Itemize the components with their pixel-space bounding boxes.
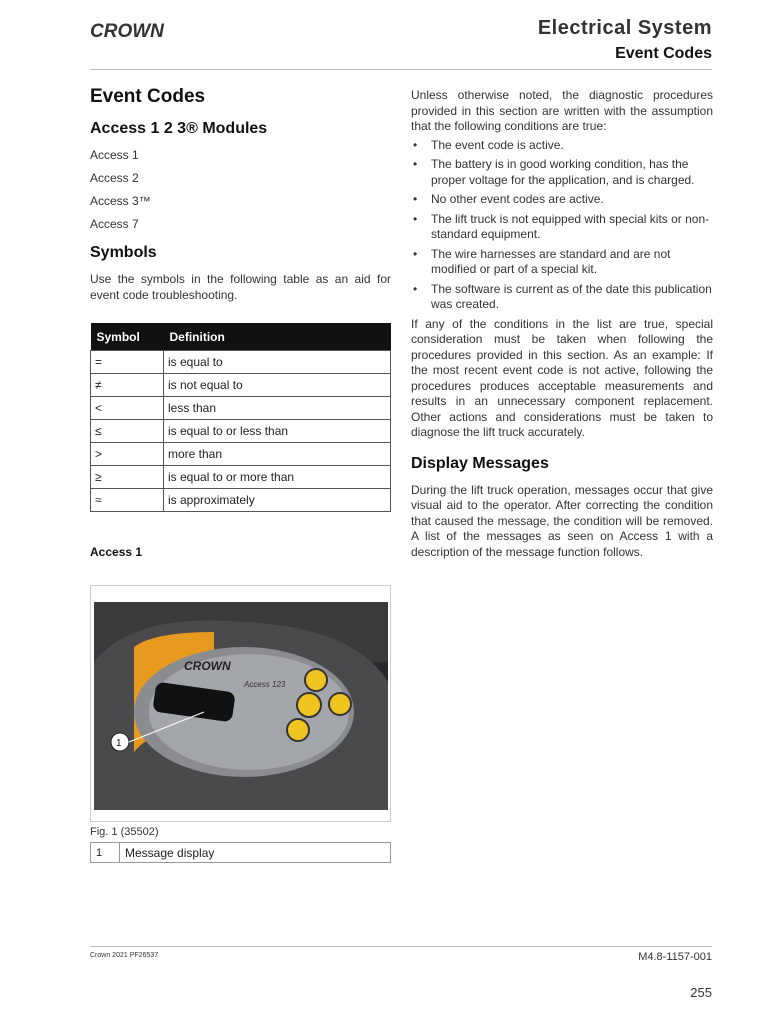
list-item: • The lift truck is not equipped with special kits or non-standard equipment.	[413, 211, 710, 241]
conditions-list	[411, 138, 713, 313]
definition-cell: is equal to or more than	[164, 466, 391, 489]
module-item: Access 3™	[90, 194, 151, 208]
symbol-cell: <	[91, 397, 164, 420]
display-messages-paragraph: During the lift truck operation, messages occur that give visual aid to the operator. After correcting the condition that caused the message, the condition will be removed. A list of the messages as seen on Access 1 with a description of the message function follows.	[411, 482, 713, 559]
table-header-row	[91, 323, 391, 351]
figure-callout: 1	[116, 738, 122, 749]
column-header-symbol: Symbol	[91, 323, 164, 351]
modules-heading: Access 1 2 3® Modules	[90, 120, 268, 137]
table-row	[91, 843, 391, 863]
figure-label: Access 1	[90, 545, 143, 559]
symbol-cell: ≈	[91, 489, 164, 512]
list-item: • The battery is in good working condition, has the proper voltage for the application, and is charged.	[413, 157, 695, 187]
header-divider	[90, 69, 712, 70]
table-row	[91, 374, 391, 397]
definition-cell: is not equal to	[164, 374, 391, 397]
table-row	[91, 420, 391, 443]
section-subtitle: Event Codes	[615, 45, 712, 62]
left-column	[90, 86, 391, 559]
definition-cell: less than	[164, 397, 391, 420]
footer-copyright: Crown 2021 PF26537	[90, 952, 159, 959]
symbols-table	[90, 323, 391, 512]
module-item: Access 7	[90, 217, 139, 231]
footer-divider	[90, 946, 712, 947]
legend-text: Message display	[120, 843, 391, 863]
list-item: • No other event codes are active.	[413, 192, 604, 206]
page-number: 255	[690, 985, 712, 1000]
section-title: Electrical System	[537, 17, 712, 39]
table-row	[91, 466, 391, 489]
symbols-intro: Use the symbols in the following table as an aid for event code troubleshooting.	[90, 272, 391, 302]
definition-cell: is equal to or less than	[164, 420, 391, 443]
definition-cell: is equal to	[164, 351, 391, 374]
access-1-panel-photo	[94, 602, 388, 810]
module-item: Access 1	[90, 148, 139, 162]
definition-cell: is approximately	[164, 489, 391, 512]
figure-caption: Fig. 1 (35502)	[90, 826, 159, 838]
symbol-cell: =	[91, 351, 164, 374]
symbol-cell: ≥	[91, 466, 164, 489]
symbol-cell: ≠	[91, 374, 164, 397]
list-item: • The software is current as of the date this publication was created.	[413, 281, 712, 311]
figure-frame	[90, 585, 391, 822]
symbol-cell: ≤	[91, 420, 164, 443]
symbol-cell: >	[91, 443, 164, 466]
page-heading: Event Codes	[90, 86, 206, 107]
intro-paragraph: Unless otherwise noted, the diagnostic procedures provided in this section are written with the assumption that the following conditions are true:	[411, 88, 713, 133]
table-row	[91, 489, 391, 512]
list-item: • The event code is active.	[413, 137, 564, 152]
table-row	[91, 397, 391, 420]
crown-logo	[90, 20, 170, 42]
svg-text:CROWN: CROWN	[184, 659, 231, 673]
right-column	[411, 88, 713, 560]
considerations-paragraph: If any of the conditions in the list are true, special consideration must be taken when following the procedures provided in this section. As an example: If the most recent event code is not active, following the procedures produces acceptable measurements and results in an unnecessary component replacement. Other actions and considerations must be taken to diagnose the lift truck accurately.	[411, 316, 713, 439]
document-number: M4.8-1157-001	[638, 951, 712, 963]
display-messages-heading: Display Messages	[411, 454, 549, 472]
table-row	[91, 351, 391, 374]
list-item: • The wire harnesses are standard and are not modified or part of a special kit.	[413, 246, 671, 276]
definition-cell: more than	[164, 443, 391, 466]
column-header-definition: Definition	[164, 323, 391, 351]
legend-number: 1	[91, 843, 120, 863]
module-item: Access 2	[90, 171, 139, 185]
table-row	[91, 443, 391, 466]
symbols-heading: Symbols	[90, 244, 157, 261]
svg-text:Access 123: Access 123	[244, 680, 286, 689]
figure-legend-table	[90, 842, 391, 863]
svg-text:CROWN: CROWN	[90, 21, 164, 42]
